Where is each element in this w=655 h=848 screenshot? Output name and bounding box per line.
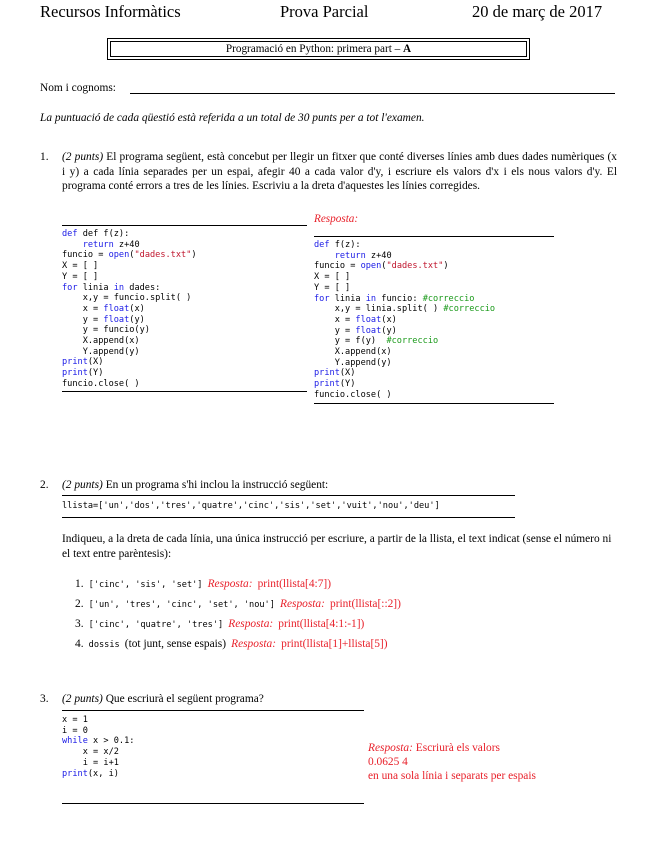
q3-number: 3. <box>40 693 49 705</box>
code-line: def f(z): <box>314 240 361 250</box>
q2-text: En un programa s'hi inclou la instrucció següent: <box>105 479 329 491</box>
code-line: x = float(x) <box>62 303 145 314</box>
list-item: 2. ['un', 'tres', 'cinc', 'set', 'nou'] Resposta: print(llista[::2]) <box>75 598 401 610</box>
q1-points: (2 punts) <box>62 151 104 163</box>
code-line: x = float(x) <box>314 314 397 325</box>
code-line: y = funcio(y) <box>62 325 150 336</box>
code-line: for linia in dades: <box>62 282 161 293</box>
code-line: print(X) <box>62 357 104 368</box>
q2-list-code: llista=['un','dos','tres','quatre','cinc','sis','set','vuit','nou','deu'] <box>62 501 440 511</box>
code-line: print(x, i) <box>62 768 119 779</box>
q1-answer-bottom-rule <box>314 403 554 404</box>
q3-statement <box>62 692 264 707</box>
exam-variant: A <box>403 43 412 55</box>
code-line: return z+40 <box>334 250 392 261</box>
code-line: return z+40 <box>82 239 140 250</box>
code-line: y = f(y) #correccio <box>314 336 439 347</box>
exam-date: 20 de març de 2017 <box>472 2 603 21</box>
q1-number: 1. <box>40 151 49 163</box>
q3-answer: Resposta: Escriurà els valors 0.0625 4 en una sola línia i separats per espais <box>368 742 536 782</box>
code-line: x = 1 <box>62 715 88 725</box>
list-item: 1. ['cinc', 'sis', 'set'] Resposta: print(llista[4:7]) <box>75 578 331 590</box>
q3-code <box>62 715 134 779</box>
code-line: Y.append(y) <box>62 346 140 357</box>
q1-answer-top-rule <box>314 236 554 237</box>
title-box <box>107 38 530 60</box>
code-line: Y = [ ] <box>62 271 99 282</box>
q2-items <box>75 572 401 652</box>
code-line: print(X) <box>314 368 356 379</box>
q1-answer-label: Resposta: <box>314 213 359 225</box>
code-line: def def f(z): <box>62 229 130 239</box>
code-line: i = i+1 <box>62 757 119 768</box>
code-line: Y = [ ] <box>314 282 351 293</box>
q1-original-code <box>62 229 197 390</box>
code-line: y = float(y) <box>314 325 397 336</box>
exam-type: Prova Parcial <box>280 2 369 21</box>
q2-points: (2 punts) <box>62 479 103 491</box>
q1-text: El programa següent, està concebut per llegir un fitxer que conté diverses línies amb dues dades numèriques (x i y) a cada línia separades per un espai, afegir 40 a cada valor d'y, i escriure els valors d'x i els nous valors d'y. El programa conté errors a tres de les línies. Escriviu a la dreta d'aquestes les línies corregides. <box>62 151 617 193</box>
name-label: Nom i cognoms: <box>40 82 116 94</box>
q3-text: Que escriurà el següent programa? <box>105 693 264 705</box>
code-line: Y.append(y) <box>314 357 392 368</box>
q1-corrected-code <box>314 240 495 401</box>
code-line: x,y = funcio.split( ) <box>62 293 192 304</box>
code-line: funcio = open("dades.txt") <box>314 261 449 272</box>
title-text: Programació en Python: primera part – <box>225 43 403 55</box>
q3-code-bottom-rule <box>62 803 364 804</box>
q2-number: 2. <box>40 479 49 491</box>
course-name: Recursos Informàtics <box>40 2 181 21</box>
q1-code-bottom-rule <box>62 391 307 392</box>
code-line: x = x/2 <box>62 747 119 758</box>
name-field-line[interactable] <box>130 93 615 94</box>
code-line: X = [ ] <box>62 261 99 272</box>
q1-code-top-rule <box>62 225 307 226</box>
q2-code-top-rule <box>62 495 515 496</box>
list-item: 3. ['cinc', 'quatre', 'tres'] Resposta: print(llista[4:1:-1]) <box>75 618 365 630</box>
code-line: print(Y) <box>62 368 104 379</box>
code-line: X.append(x) <box>314 347 392 358</box>
code-line: for linia in funcio: #correccio <box>314 293 475 304</box>
q2-statement <box>62 478 328 493</box>
code-line: print(Y) <box>314 379 356 390</box>
code-line: X = [ ] <box>314 272 351 283</box>
list-item: 4. dossis (tot junt, sense espais) Resposta: print(llista[1]+llista[5]) <box>75 638 388 650</box>
code-line: funcio.close( ) <box>62 378 140 389</box>
q3-points: (2 punts) <box>62 693 103 705</box>
q2-code-bottom-rule <box>62 517 515 518</box>
code-line: funcio = open("dades.txt") <box>62 250 197 261</box>
scoring-note: La puntuació de cada qüestió està referida a un total de 30 punts per a tot l'examen. <box>40 112 425 124</box>
code-line: funcio.close( ) <box>314 389 392 400</box>
q3-code-top-rule <box>62 710 364 711</box>
code-line: i = 0 <box>62 725 88 736</box>
code-line: y = float(y) <box>62 314 145 325</box>
q2-instructions: Indiqueu, a la dreta de cada línia, una única instrucció per escriure, a partir de la llista, el text indicat (sense el número ni el text entre parèntesis): <box>62 533 612 560</box>
q1-statement <box>62 150 617 194</box>
code-line: X.append(x) <box>62 336 140 347</box>
code-line: while x > 0.1: <box>62 736 135 747</box>
code-line: x,y = linia.split( ) #correccio <box>314 304 496 315</box>
